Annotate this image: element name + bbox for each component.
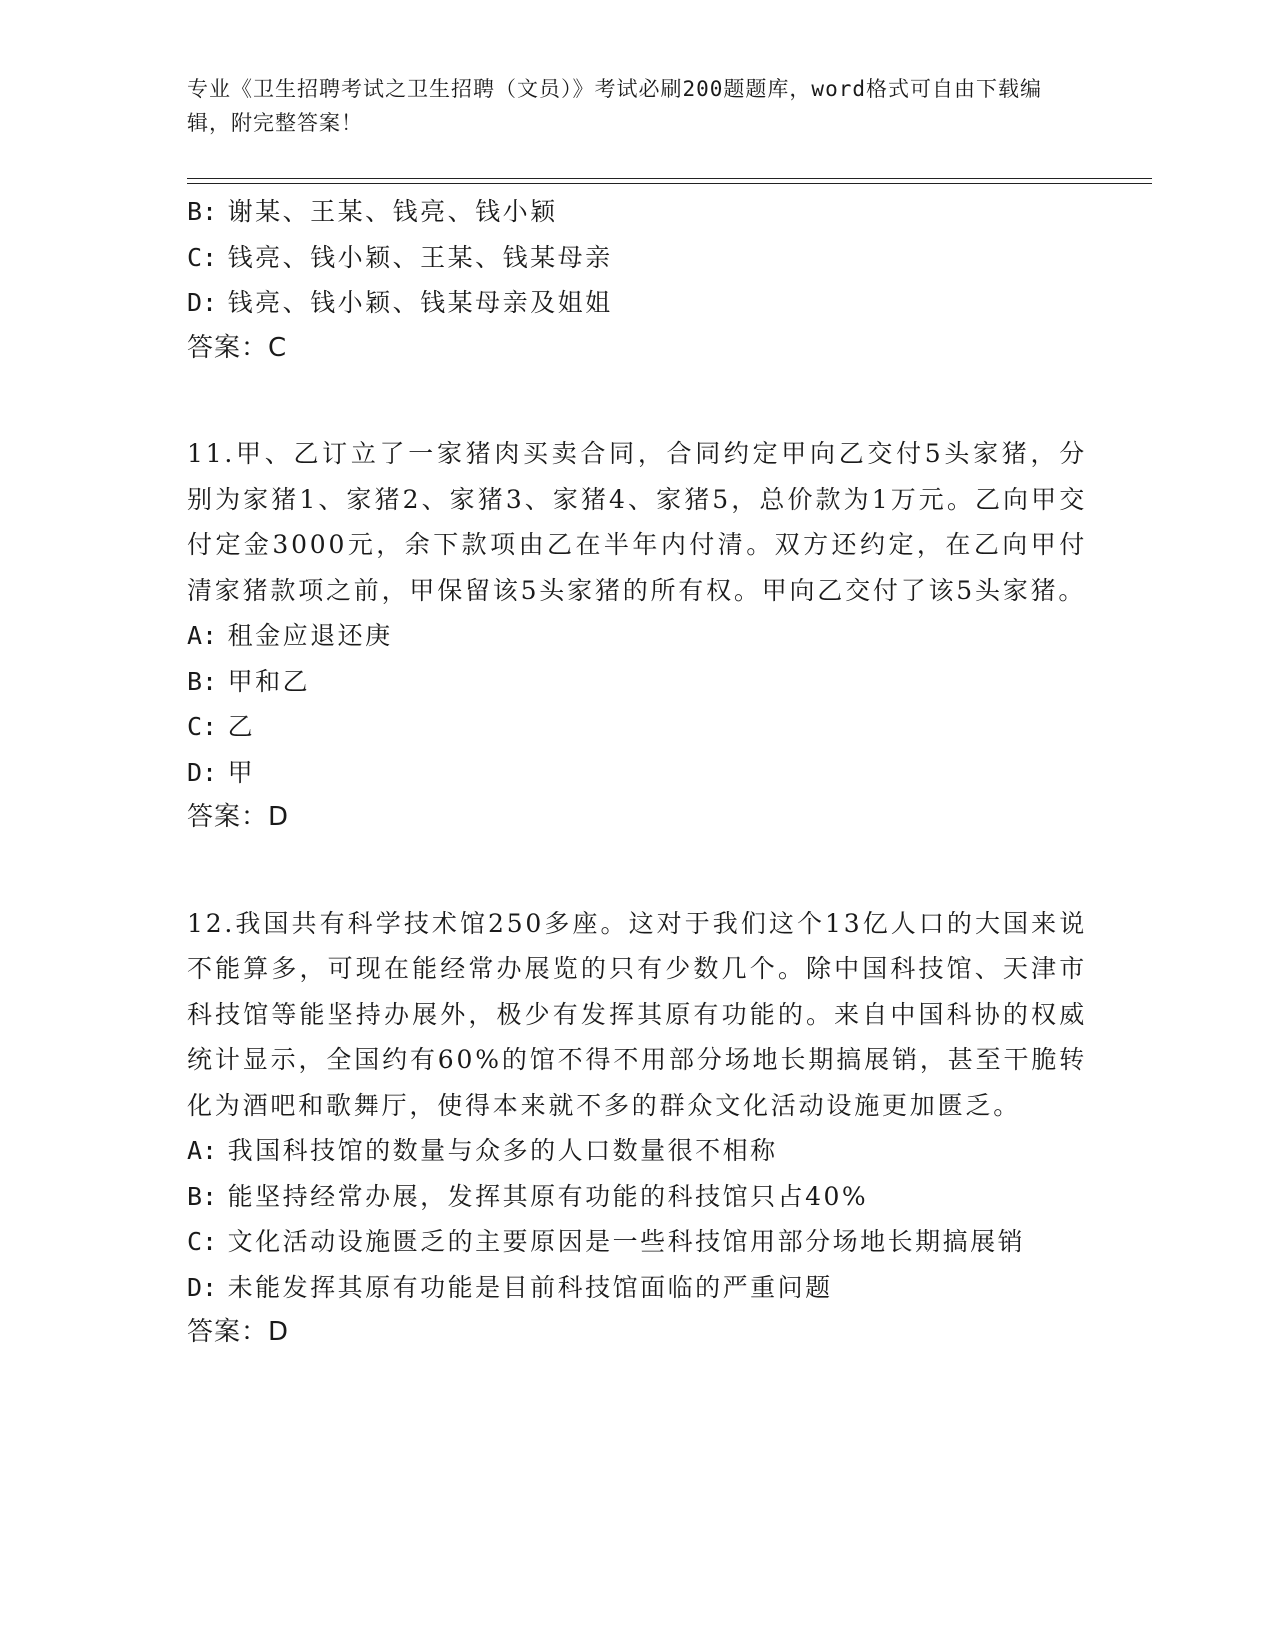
option-d: D: 钱亮、钱小颖、钱某母亲及姐姐 bbox=[187, 288, 613, 317]
document-header bbox=[187, 72, 1087, 140]
header-text: 专业《卫生招聘考试之卫生招聘（文员）》考试必刷200题题库，word格式可自由下载编辑，附完整答案！ bbox=[187, 77, 1042, 135]
header-divider bbox=[187, 178, 1152, 184]
option-d: D: 甲 bbox=[187, 757, 256, 787]
question-11 bbox=[187, 431, 1087, 841]
question-text: 12.我国共有科学技术馆250多座。这对于我们这个13亿人口的大国来说不能算多，可现在能经常办展览的只有少数几个。除中国科技馆、天津市科技馆等能坚持办展外，极少有发挥其原有功能的。来自中国科协的权威统计显示，全国约有60%的馆不得不用部分场地长期搞展销，甚至干脆转化为酒吧和歌舞厅，使得本来就不多的群众文化活动设施更加匮乏。 bbox=[187, 908, 1087, 1120]
answer: 答案：D bbox=[187, 802, 290, 832]
option-c: C: 钱亮、钱小颖、王某、钱某母亲 bbox=[187, 242, 613, 272]
option-b: B: 能坚持经常办展，发挥其原有功能的科技馆只占40% bbox=[187, 1181, 869, 1211]
option-b: B: 谢某、王某、钱亮、钱小颖 bbox=[187, 197, 558, 226]
option-a: A: 我国科技馆的数量与众多的人口数量很不相称 bbox=[187, 1136, 778, 1165]
document-body bbox=[187, 189, 1087, 1356]
option-c: C: 乙 bbox=[187, 712, 256, 741]
spacer bbox=[187, 371, 1087, 431]
question-text: 11.甲、乙订立了一家猪肉买卖合同，合同约定甲向乙交付5头家猪，分别为家猪1、家猪2、家猪3、家猪4、家猪5，总价款为1万元。乙向甲交付定金3000元，余下款项由乙在半年内付清。双方还约定，在乙向甲付清家猪款项之前，甲保留该5头家猪的所有权。甲向乙交付了该5头家猪。 bbox=[187, 439, 1087, 605]
option-d: D: 未能发挥其原有功能是目前科技馆面临的严重问题 bbox=[187, 1272, 833, 1302]
spacer bbox=[187, 841, 1087, 901]
option-a: A: 租金应退还庚 bbox=[187, 621, 393, 650]
option-b: B: 甲和乙 bbox=[187, 666, 311, 696]
answer: 答案：C bbox=[187, 332, 288, 363]
answer: 答案：D bbox=[187, 1317, 290, 1347]
option-c: C: 文化活动设施匮乏的主要原因是一些科技馆用部分场地长期搞展销 bbox=[187, 1227, 1026, 1256]
question-10-tail bbox=[187, 189, 1087, 371]
question-12 bbox=[187, 901, 1087, 1356]
